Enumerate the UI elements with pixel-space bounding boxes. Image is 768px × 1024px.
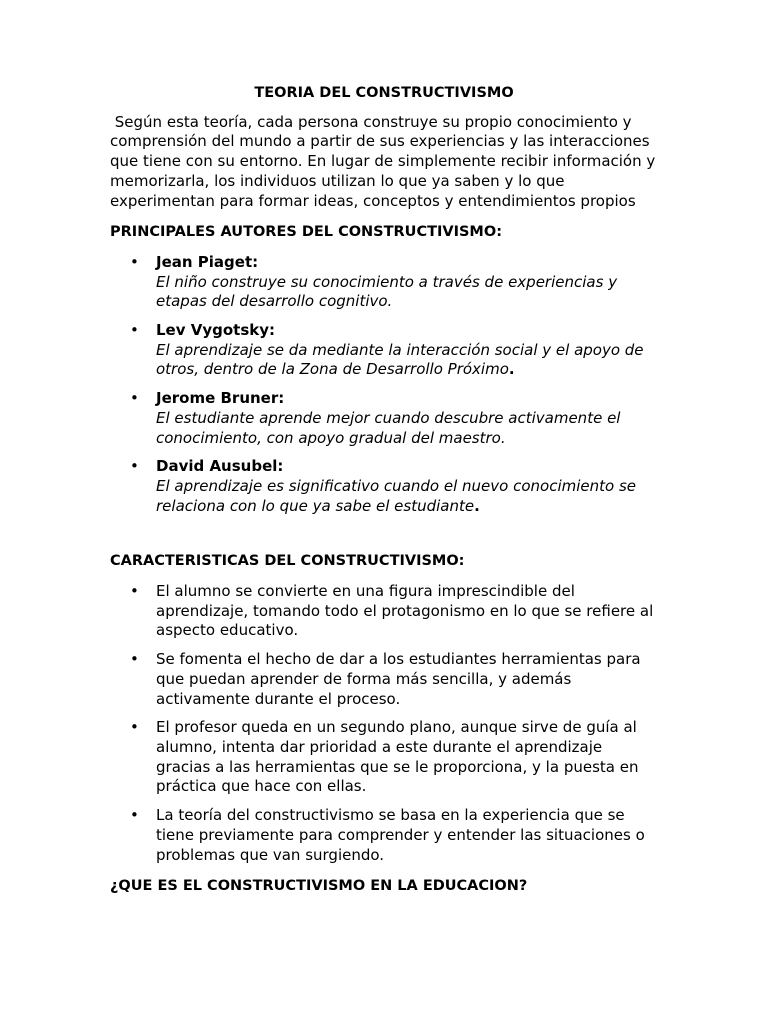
author-name: David Ausubel:: [156, 457, 284, 476]
list-item-author-bruner: [110, 389, 658, 448]
bullet-icon: •: [130, 806, 139, 825]
question-heading: ¿QUE ES EL CONSTRUCTIVISMO EN LA EDUCACION?: [110, 878, 528, 895]
bullet-icon: •: [130, 582, 139, 601]
list-item-characteristic: [110, 806, 658, 865]
author-description-text: El aprendizaje es significativo cuando el nuevo conocimiento se relaciona con lo que ya sabe el estudiante: [156, 476, 636, 515]
characteristic-text: El alumno se convierte en una figura imprescindible del aprendizaje, tomando todo el protagonismo en lo que se refiere al aspecto educativo.: [156, 582, 654, 640]
characteristic-text: Se fomenta el hecho de dar a los estudiantes herramientas para que puedan aprender de forma más sencilla, y además activamente durante el proceso.: [156, 650, 641, 708]
list-item-characteristic: [110, 582, 658, 641]
authors-heading: PRINCIPALES AUTORES DEL CONSTRUCTIVISMO:: [110, 224, 502, 241]
bullet-icon: •: [130, 321, 139, 340]
author-description-text: El aprendizaje se da mediante la interacción social y el apoyo de otros, dentro de la Zona de Desarrollo Próximo: [156, 340, 644, 379]
characteristic-text: El profesor queda en un segundo plano, aunque sirve de guía al alumno, intenta dar prioridad a este durante el aprendizaje gracias a las herramientas que se le proporciona, y la puesta en práctica que hace con ellas.: [156, 718, 639, 796]
authors-list: [110, 253, 658, 516]
author-description: [156, 409, 658, 448]
list-item-characteristic: [110, 650, 658, 709]
list-item-characteristic: [110, 718, 658, 797]
author-name: Lev Vygotsky:: [156, 321, 276, 340]
bullet-icon: •: [130, 457, 139, 476]
document-title: TEORIA DEL CONSTRUCTIVISMO: [254, 85, 514, 101]
author-description: [156, 477, 658, 516]
bullet-icon: •: [130, 718, 139, 737]
characteristics-heading: CARACTERISTICAS DEL CONSTRUCTIVISMO:: [110, 553, 465, 570]
author-description-end: .: [474, 496, 480, 515]
bullet-icon: •: [130, 252, 139, 271]
list-item-author-piaget: [110, 253, 658, 312]
list-item-author-vygotsky: [110, 321, 658, 380]
author-name: Jean Piaget:: [156, 252, 259, 271]
author-description: [156, 341, 658, 380]
intro-paragraph: Según esta teoría, cada persona construye su propio conocimiento y comprensión del mundo a partir de sus experiencias y las interacciones que tiene con su entorno. En lugar de simplemente recibir información y memorizarla, los individuos utilizan lo que ya saben y lo que experimentan para formar ideas, conceptos y entendimientos propios: [110, 112, 661, 210]
characteristics-list: [110, 582, 658, 865]
bullet-icon: •: [130, 650, 139, 669]
author-description-text: El niño construye su conocimiento a través de experiencias y etapas del desarrollo cognitivo.: [156, 272, 618, 311]
author-description: [156, 273, 658, 312]
author-description-text: El estudiante aprende mejor cuando descubre activamente el conocimiento, con apoyo gradual del maestro.: [156, 408, 621, 447]
characteristic-text: La teoría del constructivismo se basa en la experiencia que se tiene previamente para comprender y entender las situaciones o problemas que van surgiendo.: [156, 806, 645, 864]
list-item-author-ausubel: [110, 457, 658, 516]
document-body: [110, 84, 661, 907]
author-description-end: .: [508, 360, 515, 379]
bullet-icon: •: [130, 389, 139, 408]
author-name: Jerome Bruner:: [156, 389, 285, 408]
